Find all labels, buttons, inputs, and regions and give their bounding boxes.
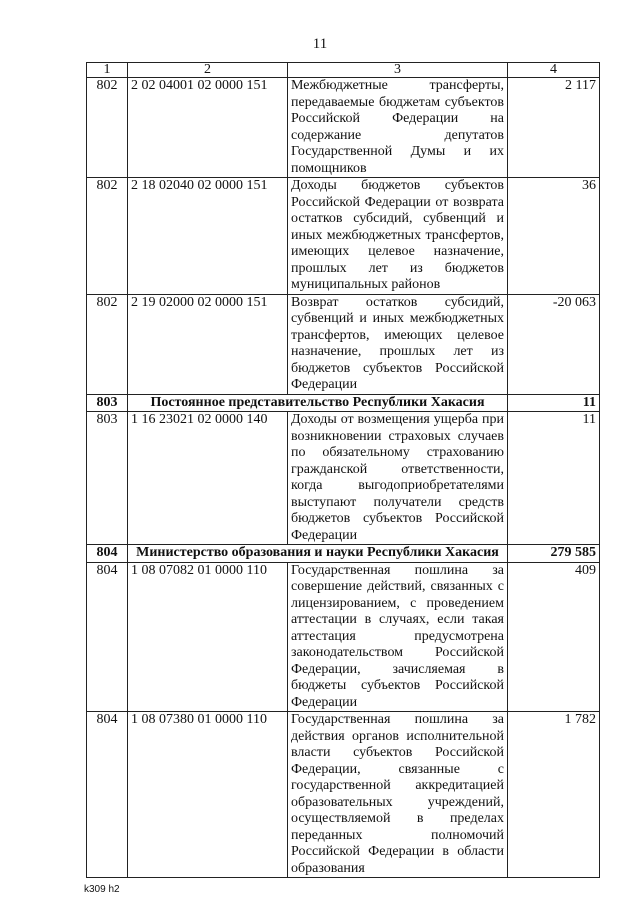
amount: 2 117	[508, 78, 600, 178]
admin-code: 803	[87, 412, 128, 545]
amount: 11	[508, 412, 600, 545]
admin-code: 804	[87, 545, 128, 563]
table-row	[87, 562, 600, 712]
section-amount: 279 585	[508, 545, 600, 563]
budget-code: 1 16 23021 02 0000 140	[128, 412, 288, 545]
budget-code: 1 08 07082 01 0000 110	[128, 562, 288, 712]
section-amount: 11	[508, 394, 600, 412]
description: Возврат остатков субсидий, субвенций и иных межбюджетных трансфертов, имеющих целевое назначение, прошлых лет из бюджетов субъектов Российской Федерации	[288, 294, 508, 394]
admin-code: 802	[87, 294, 128, 394]
page-number: 11	[312, 36, 328, 52]
description: Государственная пошлина за совершение действий, связанных с лицензированием, с проведением аттестации в случаях, если такая аттестация предусмотрена законодательством Российской Федерации, зачисляемая в бюджеты субъектов Российской Федерации	[288, 562, 508, 712]
admin-code: 802	[87, 178, 128, 295]
column-header-1: 1	[87, 63, 128, 78]
admin-code: 804	[87, 562, 128, 712]
document-footer-code: k309 h2	[84, 884, 120, 895]
column-header-4: 4	[508, 63, 600, 78]
description: Доходы от возмещения ущерба при возникновении страховых случаев по обязательному страхованию гражданской ответственности, когда выгодоприобретателями выступают получатели средств бюджетов субъектов Российской Федерации	[288, 412, 508, 545]
amount: 36	[508, 178, 600, 295]
table-row	[87, 412, 600, 545]
column-header-2: 2	[128, 63, 288, 78]
budget-code: 1 08 07380 01 0000 110	[128, 712, 288, 878]
revenue-table	[86, 62, 600, 878]
amount: -20 063	[508, 294, 600, 394]
table-row	[87, 294, 600, 394]
section-name: Постоянное представительство Республики Хакасия	[128, 394, 508, 412]
admin-code: 803	[87, 394, 128, 412]
budget-code: 2 02 04001 02 0000 151	[128, 78, 288, 178]
budget-code: 2 19 02000 02 0000 151	[128, 294, 288, 394]
table-header-row	[87, 63, 600, 78]
column-header-3: 3	[288, 63, 508, 78]
table-row	[87, 178, 600, 295]
budget-code: 2 18 02040 02 0000 151	[128, 178, 288, 295]
description: Государственная пошлина за действия органов исполнительной власти субъектов Российской Федерации, связанные с государственной аккредитацией образовательных учреждений, осуществляемой в пределах переданных полномочий Российской Федерации в области образования	[288, 712, 508, 878]
amount: 1 782	[508, 712, 600, 878]
section-row	[87, 394, 600, 412]
description: Доходы бюджетов субъектов Российской Федерации от возврата остатков субсидий, субвенций и иных межбюджетных трансфертов, имеющих целевое назначение, прошлых лет из бюджетов муниципальных районов	[288, 178, 508, 295]
section-name: Министерство образования и науки Республики Хакасия	[128, 545, 508, 563]
section-row	[87, 545, 600, 563]
description: Межбюджетные трансферты, передаваемые бюджетам субъектов Российской Федерации на содержание депутатов Государственной Думы и их помощников	[288, 78, 508, 178]
admin-code: 804	[87, 712, 128, 878]
table-row	[87, 78, 600, 178]
amount: 409	[508, 562, 600, 712]
table-row	[87, 712, 600, 878]
admin-code: 802	[87, 78, 128, 178]
